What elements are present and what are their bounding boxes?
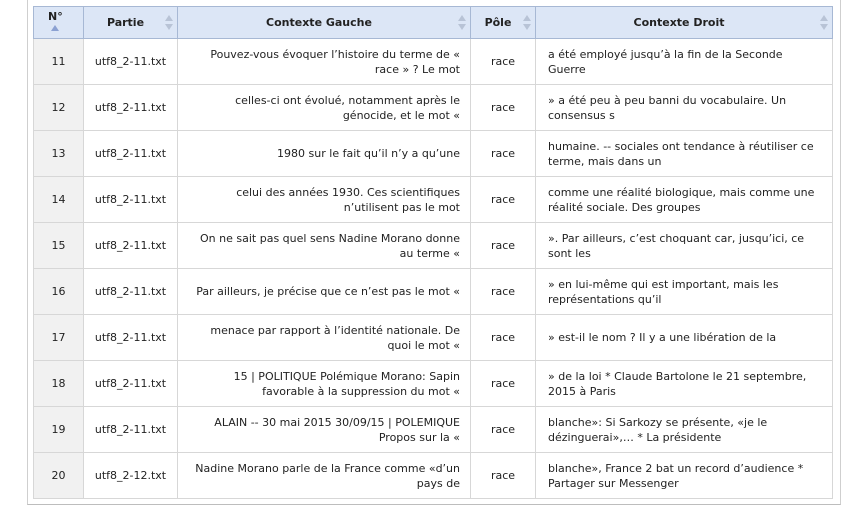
cell-contexte-droit: comme une réalité biologique, mais comme une réalité sociale. Des groupes [536, 177, 833, 223]
cell-pole: race [471, 177, 536, 223]
column-header-pole[interactable] [471, 7, 536, 39]
cell-contexte-droit: humaine. -- sociales ont tendance à réutiliser ce terme, mais dans un [536, 131, 833, 177]
cell-contexte-droit: blanche»: Si Sarkozy se présente, «je le dézinguerai»,… * La présidente [536, 407, 833, 453]
cell-number: 14 [34, 177, 84, 223]
table-row[interactable] [34, 85, 833, 131]
cell-contexte-gauche: celui des années 1930. Ces scientifiques n’utilisent pas le mot [178, 177, 471, 223]
table-row[interactable] [34, 453, 833, 499]
sort-icon [820, 15, 828, 31]
cell-contexte-gauche: On ne sait pas quel sens Nadine Morano donne au terme « [178, 223, 471, 269]
cell-pole: race [471, 315, 536, 361]
cell-contexte-gauche: 1980 sur le fait qu’il n’y a qu’une [178, 131, 471, 177]
concordance-table [33, 6, 833, 499]
table-row[interactable] [34, 131, 833, 177]
cell-contexte-gauche: 15 | POLITIQUE Polémique Morano: Sapin favorable à la suppression du mot « [178, 361, 471, 407]
cell-contexte-droit: » en lui-même qui est important, mais les représentations qu’il [536, 269, 833, 315]
cell-partie: utf8_2-11.txt [84, 269, 178, 315]
sort-icon [523, 15, 531, 31]
cell-pole: race [471, 39, 536, 85]
table-row[interactable] [34, 315, 833, 361]
column-header-label: Partie [106, 16, 145, 29]
column-header-contexte-gauche[interactable] [178, 7, 471, 39]
sort-icon [165, 15, 173, 31]
table-row[interactable] [34, 361, 833, 407]
cell-number: 16 [34, 269, 84, 315]
cell-contexte-droit: ». Par ailleurs, c’est choquant car, jusqu’ici, ce sont les [536, 223, 833, 269]
cell-contexte-droit: blanche», France 2 bat un record d’audience * Partager sur Messenger [536, 453, 833, 499]
cell-number: 15 [34, 223, 84, 269]
cell-contexte-gauche: ALAIN -- 30 mai 2015 30/09/15 | POLEMIQUE Propos sur la « [178, 407, 471, 453]
cell-contexte-gauche: celles-ci ont évolué, notamment après le génocide, et le mot « [178, 85, 471, 131]
cell-pole: race [471, 407, 536, 453]
cell-number: 17 [34, 315, 84, 361]
column-header-label: Contexte Droit [633, 16, 725, 29]
column-header-partie[interactable] [84, 7, 178, 39]
cell-partie: utf8_2-11.txt [84, 177, 178, 223]
cell-contexte-gauche: Nadine Morano parle de la France comme «d’un pays de [178, 453, 471, 499]
table-header-row [34, 7, 833, 39]
cell-contexte-gauche: menace par rapport à l’identité nationale. De quoi le mot « [178, 315, 471, 361]
cell-partie: utf8_2-11.txt [84, 315, 178, 361]
sort-icon [458, 15, 466, 31]
cell-number: 11 [34, 39, 84, 85]
cell-number: 20 [34, 453, 84, 499]
cell-pole: race [471, 131, 536, 177]
cell-number: 13 [34, 131, 84, 177]
table-row[interactable] [34, 177, 833, 223]
cell-partie: utf8_2-11.txt [84, 131, 178, 177]
cell-contexte-gauche: Pouvez-vous évoquer l’histoire du terme de « race » ? Le mot [178, 39, 471, 85]
cell-contexte-droit: » a été peu à peu banni du vocabulaire. Un consensus s [536, 85, 833, 131]
table-row[interactable] [34, 269, 833, 315]
table-row[interactable] [34, 407, 833, 453]
cell-pole: race [471, 85, 536, 131]
sort-ascending-icon [51, 25, 59, 31]
cell-pole: race [471, 361, 536, 407]
table-row[interactable] [34, 223, 833, 269]
cell-partie: utf8_2-11.txt [84, 39, 178, 85]
column-header-label: N° [48, 9, 63, 23]
cell-contexte-droit: » de la loi * Claude Bartolone le 21 septembre, 2015 à Paris [536, 361, 833, 407]
cell-number: 18 [34, 361, 84, 407]
cell-partie: utf8_2-11.txt [84, 223, 178, 269]
cell-contexte-droit: » est-il le nom ? Il y a une libération de la [536, 315, 833, 361]
column-header-label: Pôle [484, 16, 512, 29]
cell-pole: race [471, 223, 536, 269]
cell-partie: utf8_2-11.txt [84, 407, 178, 453]
cell-number: 19 [34, 407, 84, 453]
column-header-contexte-droit[interactable] [536, 7, 833, 39]
cell-contexte-droit: a été employé jusqu’à la fin de la Seconde Guerre [536, 39, 833, 85]
cell-number: 12 [34, 85, 84, 131]
cell-contexte-gauche: Par ailleurs, je précise que ce n’est pas le mot « [178, 269, 471, 315]
column-header-num[interactable] [34, 7, 84, 39]
cell-partie: utf8_2-11.txt [84, 85, 178, 131]
cell-pole: race [471, 269, 536, 315]
table-row[interactable] [34, 39, 833, 85]
column-header-label: Contexte Gauche [266, 16, 372, 29]
cell-partie: utf8_2-11.txt [84, 361, 178, 407]
cell-partie: utf8_2-12.txt [84, 453, 178, 499]
cell-pole: race [471, 453, 536, 499]
